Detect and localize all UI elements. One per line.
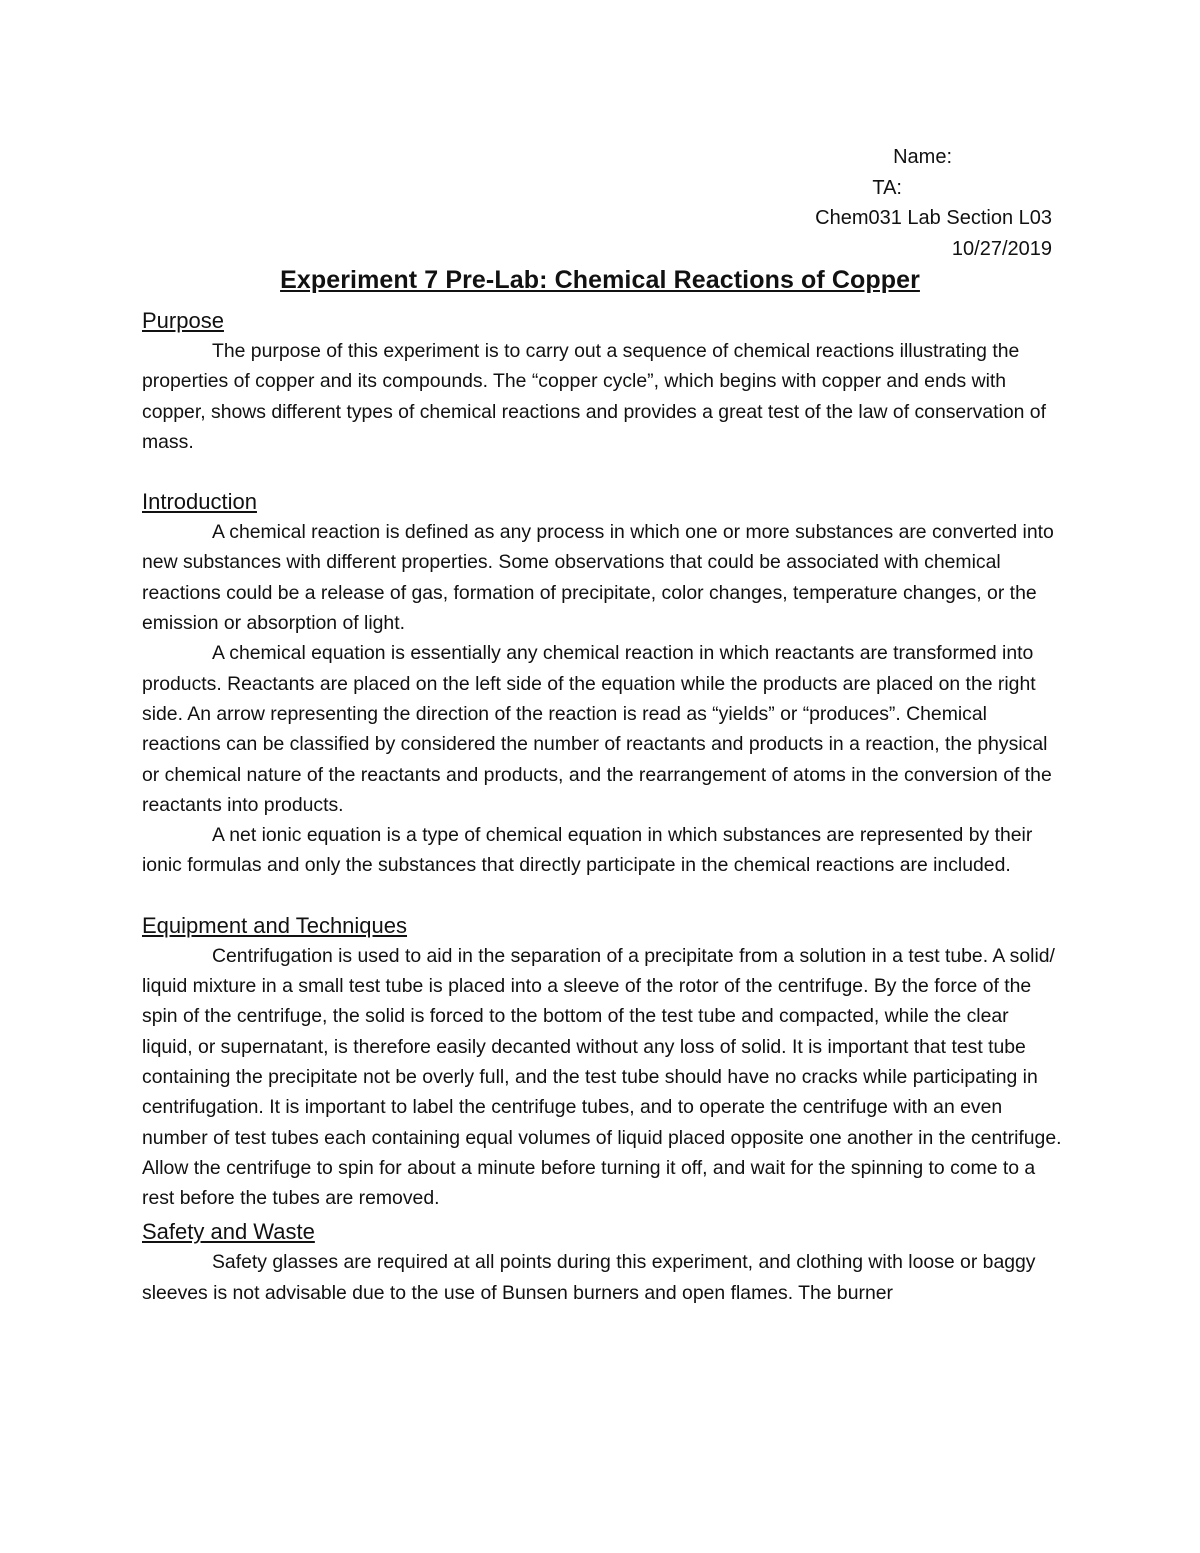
lab-section: Chem031 Lab Section L03 (815, 207, 1052, 229)
date: 10/27/2019 (951, 237, 1052, 260)
equipment-paragraph: Centrifugation is used to aid in the separation of a precipitate from a solution in a test tube. A solid/ liquid mixture in a small test tube is placed into a sleeve of the rotor of the centrifuge. By the force of the spin of the centrifuge, the solid is forced to the bottom of the test tube and compacted, while the clear liquid, or supernatant, is therefore easily decanted without any loss of solid. It is important that test tube containing the precipitate not be overly full, and the test tube should have no cracks while participating in centrifugation. It is important to label the centrifuge tubes, and to operate the centrifuge with an even number of test tubes each containing equal volumes of liquid placed opposite one another in the centrifuge. Allow the centrifuge to spin for about a minute before turning it off, and wait for the spinning to come to a rest before the tubes are removed. (142, 944, 1062, 1210)
introduction-heading: Introduction (142, 489, 257, 515)
introduction-paragraph: A net ionic equation is a type of chemical equation in which substances are represented by their ionic formulas and only the substances that directly participate in the chemical reactions are included. (142, 824, 1033, 877)
safety-paragraph: Safety glasses are required at all points during this experiment, and clothing with loose or baggy sleeves is not advisable due to the use of Bunsen burners and open flames. The burner (142, 1251, 1036, 1304)
equipment-heading: Equipment and Techniques (142, 912, 408, 938)
document-body (142, 306, 1064, 1308)
purpose-paragraph: The purpose of this experiment is to carry out a sequence of chemical reactions illustrating the properties of copper and its compounds. The “copper cycle”, which begins with copper and ends with copper, shows different types of chemical reactions and provides a great test of the law of conservation of mass. (142, 340, 1046, 453)
ta-label: TA: (872, 176, 902, 199)
introduction-paragraph: A chemical equation is essentially any chemical reaction in which reactants are transformed into products. Reactants are placed on the left side of the equation while the products are placed on the right side. An arrow representing the direction of the reaction is read as “yields” or “produces”. Chemical reactions can be classified by considered the number of reactants and products in a reaction, the physical or chemical nature of the reactants and products, and the rearrangement of atoms in the conversion of the reactants into products. (142, 642, 1052, 816)
student-header (632, 142, 1052, 264)
page-title: Experiment 7 Pre-Lab: Chemical Reactions of Copper (280, 266, 920, 294)
safety-heading: Safety and Waste (142, 1219, 315, 1245)
introduction-paragraph: A chemical reaction is defined as any process in which one or more substances are converted into new substances with different properties. Some observations that could be associated with chemical reactions could be a release of gas, formation of precipitate, color changes, temperature changes, or the emission or absorption of light. (142, 521, 1054, 635)
name-label: Name: (893, 146, 952, 168)
purpose-heading: Purpose (142, 308, 224, 333)
